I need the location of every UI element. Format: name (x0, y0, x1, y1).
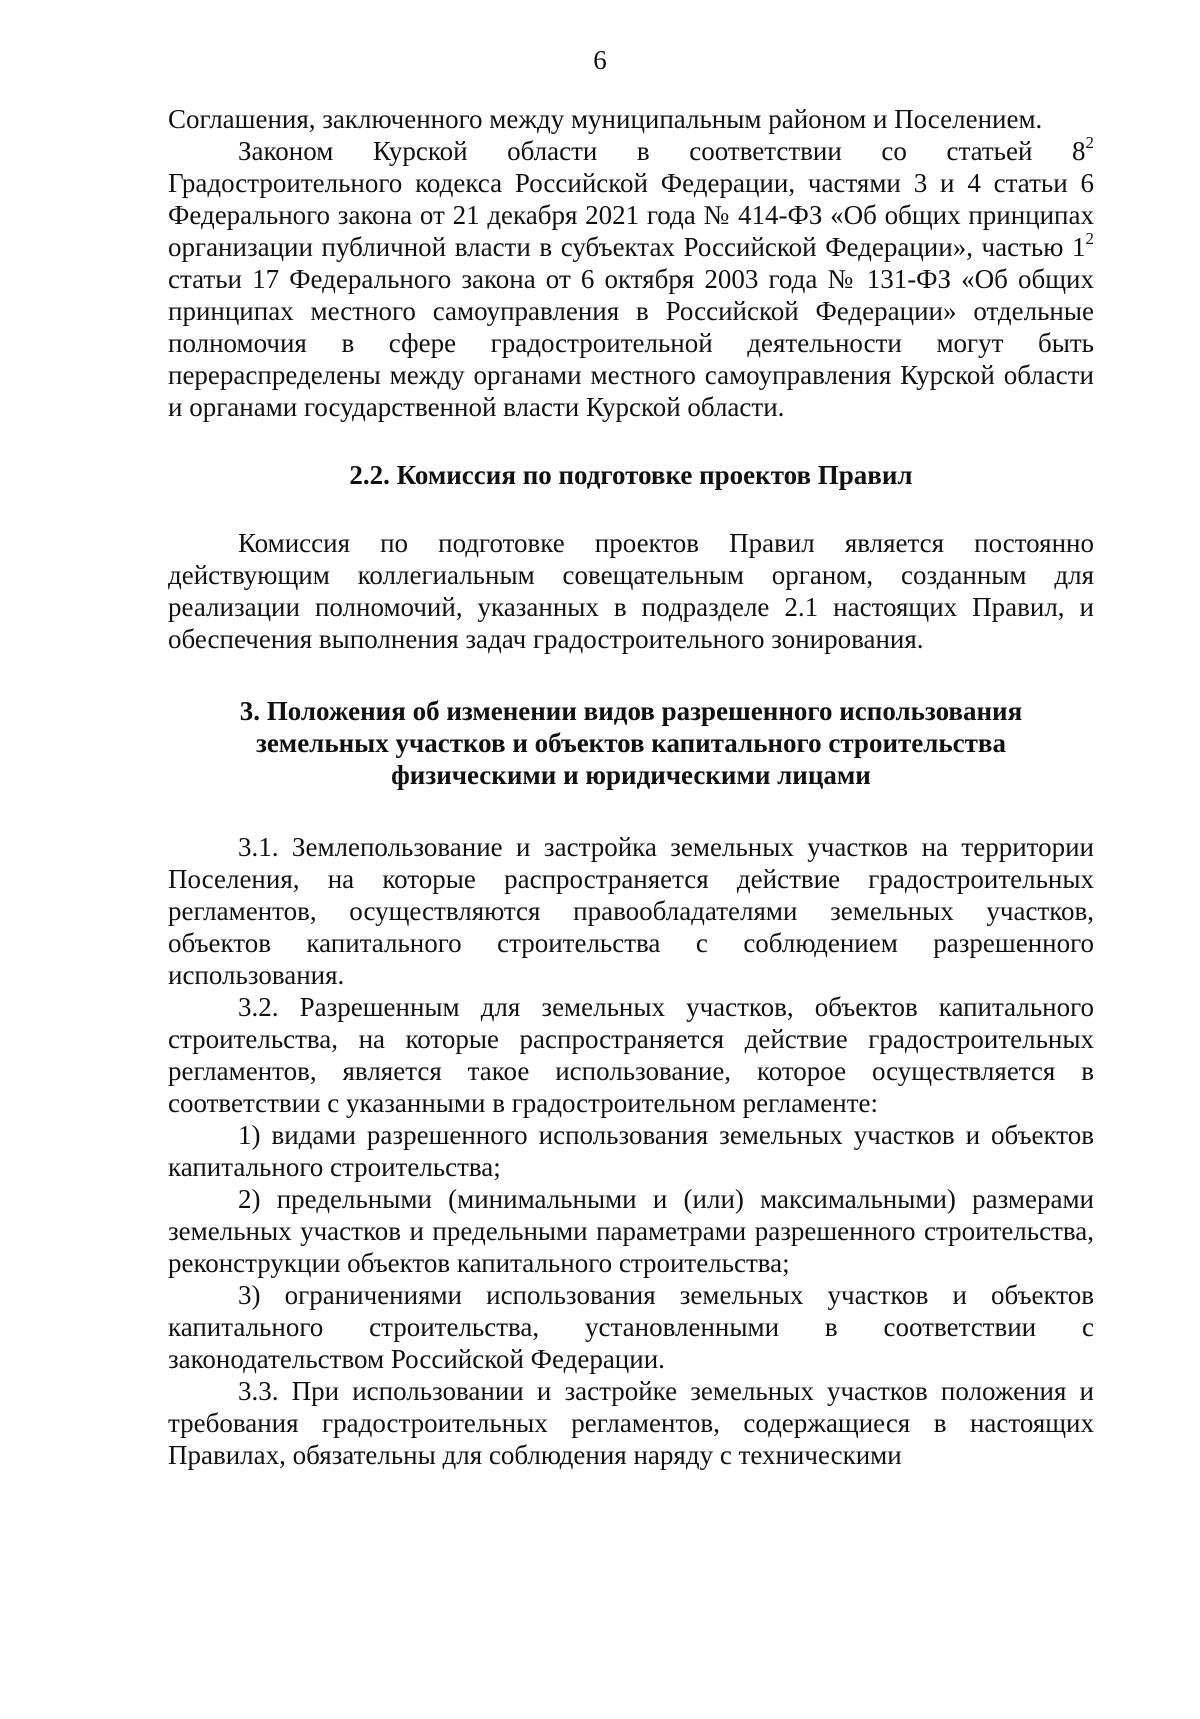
paragraph-3-3: 3.3. При использовании и застройке земельных участков положения и требования градостроительных регламентов, содержащиеся в настоящих Правилах, обязательны для соблюдения наряду с техническими (168, 1376, 1094, 1470)
intro-paragraph: Соглашения, заключенного между муниципальным районом и Поселением. (168, 104, 1043, 134)
document-body (168, 103, 1094, 1471)
law-paragraph (168, 135, 1094, 423)
section-3-heading (168, 695, 1094, 791)
list-item-3: 3) ограничениями использования земельных участков и объектов капитального строительства, установленными в соответствии с законодательством Российской Федерации. (168, 1280, 1094, 1374)
law-paragraph-text-3: статьи 17 Федерального закона от 6 октября 2003 года № 131-ФЗ «Об общих принципах местного самоуправления в Российской Федерации» отдельные полномочия в сфере градостроительной деятельности могут быть перераспределены между органами местного самоуправления Курской области и органами государственной власти Курской области. (168, 264, 1094, 422)
list-item-2: 2) предельными (минимальными и (или) максимальными) размерами земельных участков и предельными параметрами разрешенного строительства, реконструкции объектов капитального строительства; (168, 1184, 1094, 1278)
section-2-2-paragraph: Комиссия по подготовке проектов Правил является постоянно действующим коллегиальным совещательным органом, созданным для реализации полномочий, указанных в подразделе 2.1 настоящих Правил, и обеспечения выполнения задач градостроительного зонирования. (168, 528, 1094, 654)
section-3-heading-line-3: физическими и юридическими лицами (391, 760, 871, 790)
section-3-heading-line-2: земельных участков и объектов капитального строительства (255, 728, 1007, 758)
paragraph-3-1: 3.1. Землепользование и застройка земельных участков на территории Поселения, на которые распространяется действие градостроительных регламентов, осуществляются правообладателями земельных участков, объектов капитального строительства с соблюдением разрешенного использования. (168, 832, 1094, 990)
paragraph-3-2: 3.2. Разрешенным для земельных участков, объектов капитального строительства, на которые распространяется действие градостроительных регламентов, является такое использование, которое осуществляется в соответствии с указанными в градостроительном регламенте: (168, 992, 1094, 1118)
superscript-1: 2 (1085, 133, 1094, 152)
page-number: 6 (593, 45, 607, 75)
list-item-1: 1) видами разрешенного использования земельных участков и объектов капитального строительства; (168, 1120, 1094, 1182)
section-3-heading-line-1: 3. Положения об изменении видов разрешенного использования (239, 696, 1023, 726)
law-paragraph-text-1: Законом Курской области в соответствии со статьей 8 (238, 136, 1086, 166)
law-paragraph-text-2: Градостроительного кодекса Российской Федерации, частями 3 и 4 статьи 6 Федерального закона от 21 декабря 2021 года № 414-ФЗ «Об общих принципах организации публичной власти в субъектах Российской Федерации», частью 1 (168, 168, 1094, 262)
superscript-2: 2 (1085, 229, 1094, 248)
section-2-2-heading: 2.2. Комиссия по подготовке проектов Правил (349, 460, 913, 490)
